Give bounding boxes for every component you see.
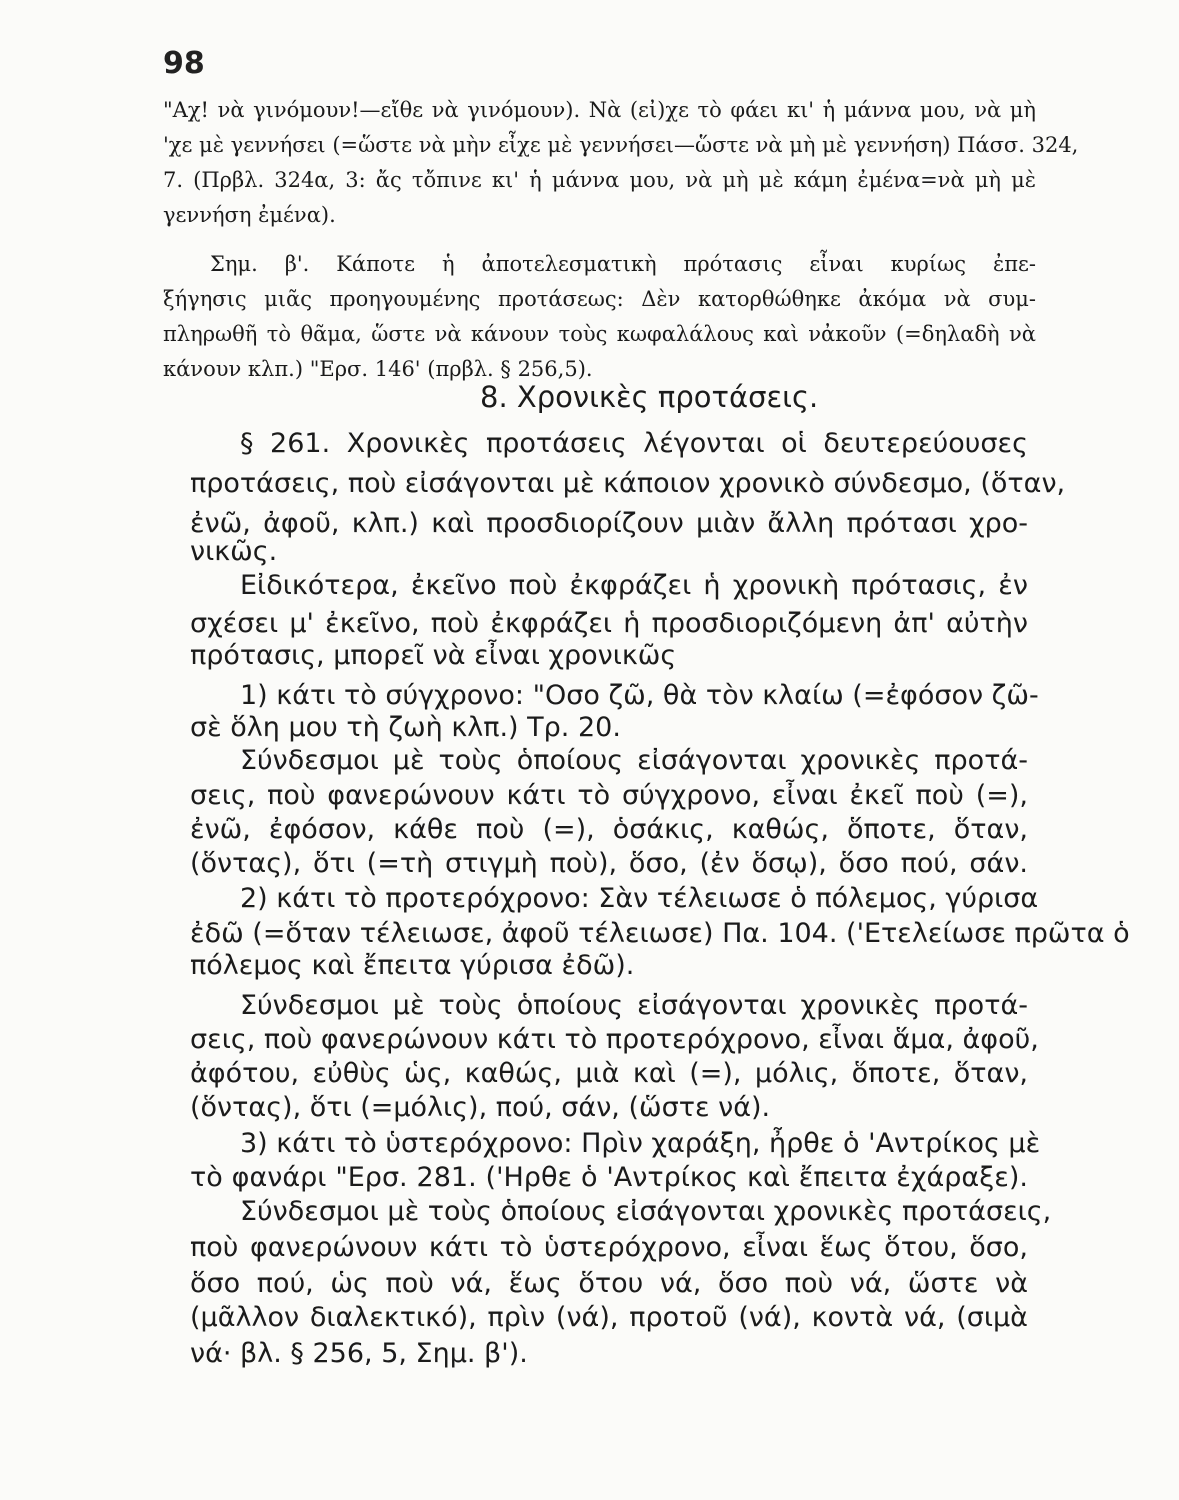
note-line: "Αχ! νὰ γινόμουν!—εἴθε νὰ γινόμουν). Νὰ (εἰ)χε τὸ φάει κι' ἡ μάννα μου, νὰ μὴ bbox=[163, 98, 1036, 122]
body-line: προτάσεις, ποὺ εἰσάγονται μὲ κάποιον χρονικὸ σύνδεσμο, (ὅταν, bbox=[190, 468, 1066, 499]
body-line: ἐνῶ, ἐφόσον, κάθε ποὺ (=), ὁσάκις, καθώς, ὅποτε, ὅταν, bbox=[190, 814, 1028, 845]
remark-line: ξήγησις μιᾶς προηγουμένης προτάσεως: Δὲν κατορθώθηκε ἀκόμα νὰ συμ- bbox=[163, 287, 1036, 311]
body-line: σχέσει μ' ἐκεῖνο, ποὺ ἐκφράζει ἡ προσδιοριζόμενη ἀπ' αὐτὴν bbox=[190, 608, 1028, 639]
remark-line: πληρωθῆ τὸ θᾶμα, ὥστε νὰ κάνουν τοὺς κωφαλάλους καὶ νἀκοῦν (=δηλαδὴ νὰ bbox=[163, 322, 1036, 346]
body-line: σεις, ποὺ φανερώνουν κάτι τὸ προτερόχρονο, εἶναι ἅμα, ἀφοῦ, bbox=[190, 1024, 1039, 1055]
section-heading: 8. Χρονικὲς προτάσεις. bbox=[480, 380, 819, 414]
body-line: πρότασις, μπορεῖ νὰ εἶναι χρονικῶς bbox=[190, 640, 677, 671]
page-number: 98 bbox=[163, 46, 205, 81]
note-line: γεννήση ἐμένα). bbox=[163, 203, 336, 227]
body-line: (ὅντας), ὅτι (=τὴ στιγμὴ ποὺ), ὅσο, (ἐν ὅσῳ), ὅσο πού, σάν. bbox=[190, 848, 1028, 879]
body-line: ἐδῶ (=ὅταν τέλειωσε, ἀφοῦ τέλειωσε) Πα. 104. ('Ετελείωσε πρῶτα ὁ bbox=[190, 918, 1130, 949]
body-line: Σύνδεσμοι μὲ τοὺς ὁποίους εἰσάγονται χρονικὲς προτάσεις, bbox=[240, 1196, 1052, 1227]
body-line: σεις, ποὺ φανερώνουν κάτι τὸ σύγχρονο, εἶναι ἐκεῖ ποὺ (=), bbox=[190, 780, 1028, 811]
body-line: Σύνδεσμοι μὲ τοὺς ὁποίους εἰσάγονται χρονικὲς προτά- bbox=[240, 990, 1028, 1021]
body-line: (ὅντας), ὅτι (=μόλις), πού, σάν, (ὥστε νά). bbox=[190, 1092, 771, 1123]
body-line: 2) κάτι τὸ προτερόχρονο: Σὰν τέλειωσε ὁ πόλεμος, γύρισα bbox=[240, 883, 1039, 914]
body-line: σὲ ὅλη μου τὴ ζωὴ κλπ.) Τρ. 20. bbox=[190, 712, 621, 743]
note-line: 7. (Πρβλ. 324α, 3: ἄς τὄπινε κι' ἡ μάννα μου, νὰ μὴ μὲ κάμη ἐμένα=νὰ μὴ μὲ bbox=[163, 168, 1036, 192]
body-line: νά· βλ. § 256, 5, Σημ. β'). bbox=[190, 1338, 528, 1369]
body-line: ὅσο πού, ὡς ποὺ νά, ἕως ὅτου νά, ὅσο ποὺ νά, ὥστε νὰ bbox=[190, 1268, 1028, 1299]
body-line: Εἰδικότερα, ἐκεῖνο ποὺ ἐκφράζει ἡ χρονικὴ πρότασις, ἐν bbox=[240, 570, 1028, 601]
body-line: (μᾶλλον διαλεκτικό), πρὶν (νά), προτοῦ (νά), κοντὰ νά, (σιμὰ bbox=[190, 1302, 1028, 1333]
body-line: ἀφότου, εὐθὺς ὡς, καθώς, μιὰ καὶ (=), μόλις, ὅποτε, ὅταν, bbox=[190, 1058, 1028, 1089]
remark-line: Σημ. β'. Κάποτε ἡ ἀποτελεσματικὴ πρότασις εἶναι κυρίως ἐπε- bbox=[210, 252, 1036, 276]
body-line: ποὺ φανερώνουν κάτι τὸ ὑστερόχρονο, εἶναι ἕως ὅτου, ὅσο, bbox=[190, 1232, 1028, 1263]
body-line: 1) κάτι τὸ σύγχρονο: "Οσο ζῶ, θὰ τὸν κλαίω (=ἐφόσον ζῶ- bbox=[240, 680, 1039, 711]
body-line: ἐνῶ, ἀφοῦ, κλπ.) καὶ προσδιορίζουν μιὰν ἄλλη πρότασι χρο- bbox=[190, 508, 1028, 539]
body-line: 3) κάτι τὸ ὑστερόχρονο: Πρὶν χαράξη, ἦρθε ὁ 'Αντρίκος μὲ bbox=[240, 1128, 1041, 1159]
body-line: πόλεμος καὶ ἔπειτα γύρισα ἐδῶ). bbox=[190, 950, 635, 981]
body-line: § 261. Χρονικὲς προτάσεις λέγονται οἱ δευτερεύουσες bbox=[240, 428, 1028, 459]
body-line: νικῶς. bbox=[190, 536, 278, 567]
body-line: τὸ φανάρι "Ερσ. 281. ('Ηρθε ὁ 'Αντρίκος καὶ ἔπειτα ἐχάραξε). bbox=[190, 1162, 1028, 1193]
note-line: 'χε μὲ γεννήσει (=ὥστε νὰ μὴν εἶχε μὲ γεννήσει—ὥστε νὰ μὴ μὲ γεννήση) Πάσσ. 324, bbox=[163, 133, 1079, 157]
remark-line: κάνουν κλπ.) "Ερσ. 146' (πρβλ. § 256,5). bbox=[163, 357, 593, 381]
body-line: Σύνδεσμοι μὲ τοὺς ὁποίους εἰσάγονται χρονικὲς προτά- bbox=[240, 745, 1028, 776]
